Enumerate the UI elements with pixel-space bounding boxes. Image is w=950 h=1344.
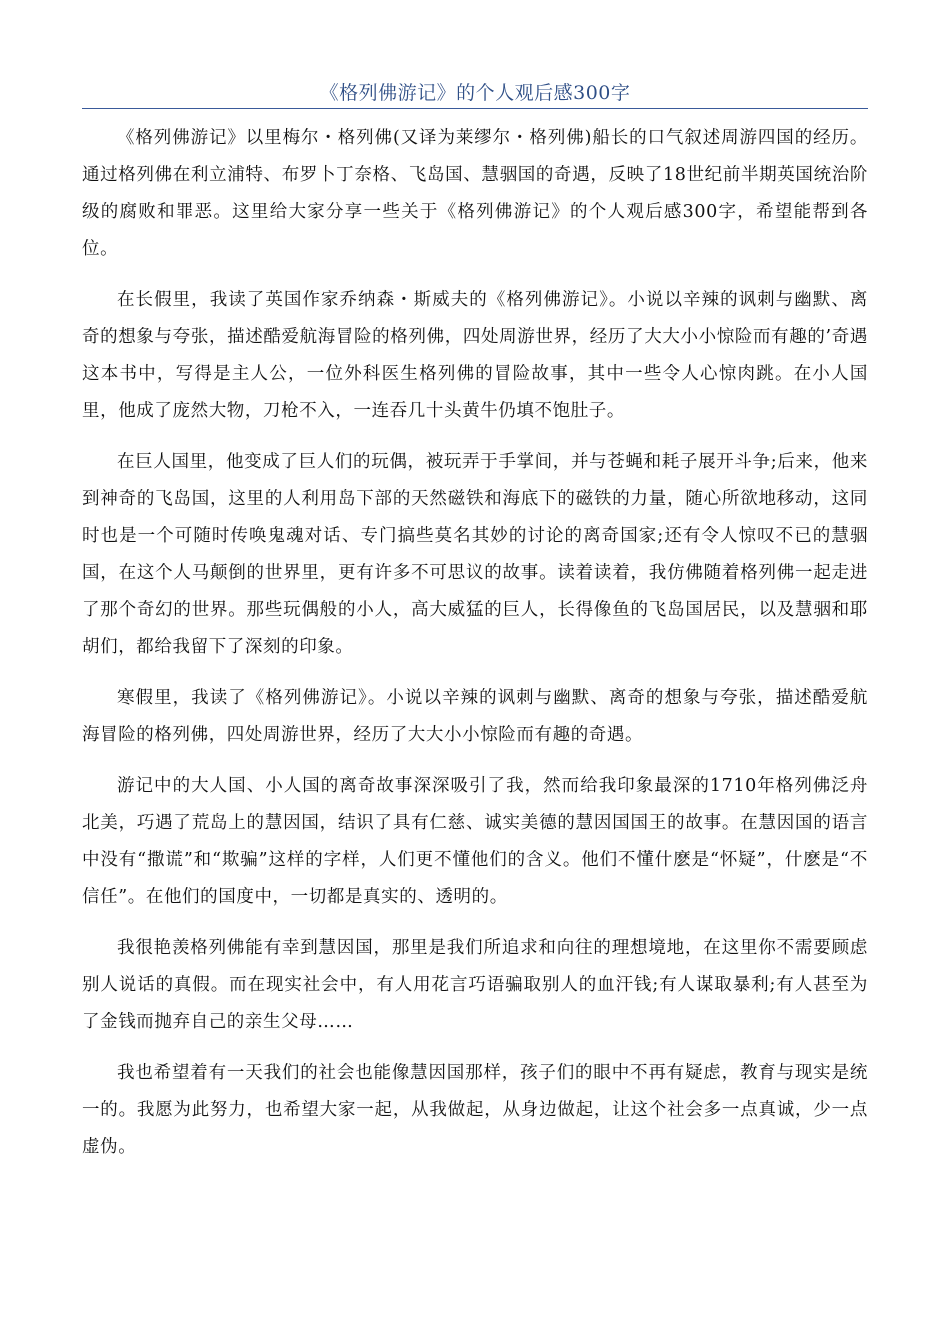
paragraph-3: 在巨人国里，他变成了巨人们的玩偶，被玩弄于手掌间，并与苍蝇和耗子展开斗争;后来，他来到神奇的飞岛国，这里的人利用岛下部的天然磁铁和海底下的磁铁的力量，随心所欲地移动，这同时也是一个可随时传唤鬼魂对话、专门搞些莫名其妙的讨论的离奇国家;还有令人惊叹不已的慧骃国，在这个人马颠倒的世界里，更有许多不可思议的故事。读着读着，我仿佛随着格列佛一起走进了那个奇幻的世界。那些玩偶般的小人，高大威猛的巨人，长得像鱼的飞岛国居民，以及慧骃和耶胡们，都给我留下了深刻的印象。	[82, 452, 868, 657]
paragraph-1: 《格列佛游记》以里梅尔・格列佛(又译为莱缪尔・格列佛)船长的口气叙述周游四国的经历。通过格列佛在利立浦特、布罗卜丁奈格、飞岛国、慧骃国的奇遇，反映了18世纪前半期英国统治阶级的腐败和罪恶。这里给大家分享一些关于《格列佛游记》的个人观后感300字，希望能帮到各位。	[82, 128, 868, 259]
paragraph-7: 我也希望着有一天我们的社会也能像慧因国那样，孩子们的眼中不再有疑虑，教育与现实是统一的。我愿为此努力，也希望大家一起，从我做起，从身边做起，让这个社会多一点真诚，少一点虚伪。	[82, 1063, 868, 1157]
paragraph-4: 寒假里，我读了《格列佛游记》。小说以辛辣的讽刺与幽默、离奇的想象与夸张，描述酷爱航海冒险的格列佛，四处周游世界，经历了大大小小惊险而有趣的奇遇。	[82, 688, 868, 745]
paragraph-2: 在长假里，我读了英国作家乔纳森・斯威夫的《格列佛游记》。小说以辛辣的讽刺与幽默、离奇的想象与夸张，描述酷爱航海冒险的格列佛，四处周游世界，经历了大大小小惊险而有趣的’奇遇这本书中，写得是主人公，一位外科医生格列佛的冒险故事，其中一些令人心惊肉跳。在小人国里，他成了庞然大物，刀枪不入，一连吞几十头黄牛仍填不饱肚子。	[82, 290, 868, 421]
page-header	[82, 80, 868, 109]
paragraph-5: 游记中的大人国、小人国的离奇故事深深吸引了我，然而给我印象最深的1710年格列佛泛舟北美，巧遇了荒岛上的慧因国，结识了具有仁慈、诚实美德的慧因国国王的故事。在慧因国的语言中没有“撒谎”和“欺骗”这样的字样，人们更不懂他们的含义。他们不懂什麽是“怀疑”，什麽是“不信任”。在他们的国度中，一切都是真实的、透明的。	[82, 776, 868, 907]
paragraph-6: 我很艳羡格列佛能有幸到慧因国，那里是我们所追求和向往的理想境地，在这里你不需要顾虑别人说话的真假。而在现实社会中，有人用花言巧语骗取别人的血汗钱;有人谋取暴利;有人甚至为了金钱而抛弃自己的亲生父母……	[82, 938, 868, 1032]
page-title: 《格列佛游记》的个人观后感300字	[319, 82, 631, 104]
article-body	[82, 120, 868, 1180]
